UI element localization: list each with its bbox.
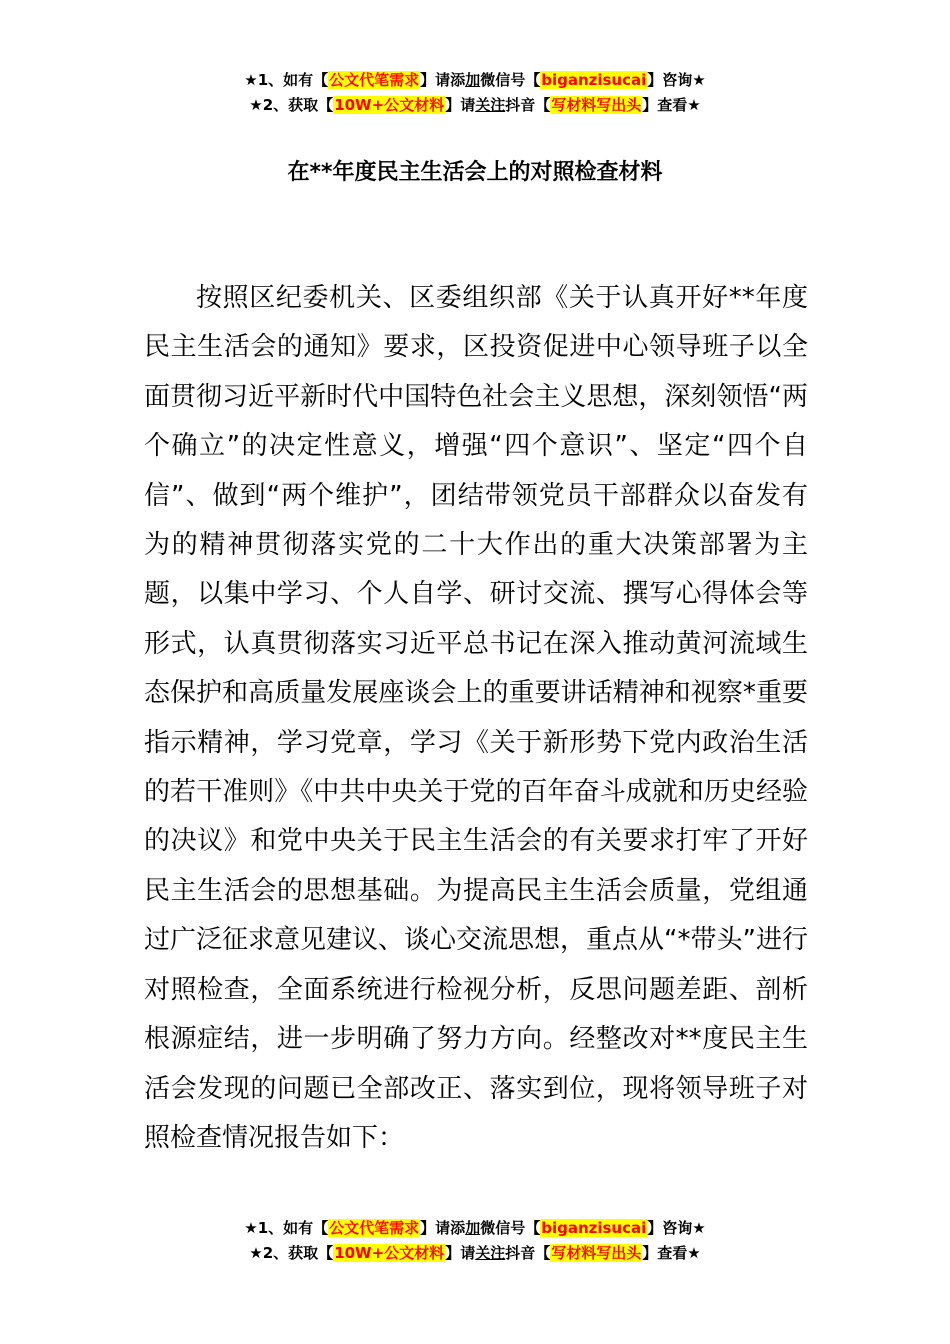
banner-text: ★2、获取【 — [249, 96, 334, 114]
banner-highlight-wechat-id: biganzisucai — [541, 71, 647, 89]
banner-underlined-text: 加 — [465, 71, 481, 89]
banner-line-1 — [0, 68, 950, 93]
banner-line-2 — [0, 1241, 950, 1266]
banner-text: ★1、如有【 — [244, 1219, 329, 1237]
header-banner — [0, 68, 950, 118]
document-title: 在**年度民主生活会上的对照检查材料 — [287, 160, 663, 185]
banner-text: 】请 — [445, 1244, 476, 1262]
banner-text: ★1、如有【 — [244, 71, 329, 89]
banner-line-2 — [0, 93, 950, 118]
banner-underlined-text: 加 — [465, 1219, 481, 1237]
banner-highlight: 10W+公文材料 — [334, 96, 445, 114]
banner-text: 微信号【 — [480, 1219, 541, 1237]
banner-text: 】咨询★ — [647, 71, 706, 89]
banner-highlight: 公文代笔需求 — [329, 1219, 420, 1237]
banner-highlight-douyin-account: 写材料写出头 — [551, 1244, 642, 1262]
banner-highlight-douyin-account: 写材料写出头 — [551, 96, 642, 114]
banner-text: 抖音【 — [505, 1244, 551, 1262]
body-paragraph: 按照区纪委机关、区委组织部《关于认真开好**年度民主生活会的通知》要求，区投资促进中心领导班子以全面贯彻习近平新时代中国特色社会主义思想，深刻领悟“两个确立”的决定性意义，增强“四个意识”、坚定“四个自信”、做到“两个维护”，团结带领党员干部群众以奋发有为的精神贯彻落实党的二十大作出的重大决策部署为主题，以集中学习、个人自学、研讨交流、撰写心得体会等形式，认真贯彻落实习近平总书记在深入推动黄河流域生态保护和高质量发展座谈会上的重要讲话精神和视察*重要指示精神，学习党章，学习《关于新形势下党内政治生活的若干准则》《中共中央关于党的百年奋斗成就和历史经验的决议》和党中央关于民主生活会的有关要求打牢了开好民主生活会的思想基础。为提高民主生活会质量，党组通过广泛征求意见建议、谈心交流思想，重点从“*带头”进行对照检查，全面系统进行检视分析，反思问题差距、剖析根源症结，进一步明确了努力方向。经整改对**度民主生活会发现的问题已全部改正、落实到位，现将领导班子对照检查情况报告如下： — [144, 283, 808, 1153]
banner-text: 微信号【 — [480, 71, 541, 89]
banner-text: 】咨询★ — [647, 1219, 706, 1237]
banner-text: 】请 — [445, 96, 476, 114]
banner-underlined-text: 关注 — [475, 96, 506, 114]
banner-text: 抖音【 — [505, 96, 551, 114]
banner-text: 】请添 — [420, 71, 466, 89]
banner-text: 】请添 — [420, 1219, 466, 1237]
banner-highlight: 公文代笔需求 — [329, 71, 420, 89]
footer-banner — [0, 1216, 950, 1266]
banner-text: 】查看★ — [642, 96, 701, 114]
banner-highlight-wechat-id: biganzisucai — [541, 1219, 647, 1237]
banner-text: 】查看★ — [642, 1244, 701, 1262]
banner-highlight: 10W+公文材料 — [334, 1244, 445, 1262]
banner-line-1 — [0, 1216, 950, 1241]
banner-underlined-text: 关注 — [475, 1244, 506, 1262]
banner-text: ★2、获取【 — [249, 1244, 334, 1262]
